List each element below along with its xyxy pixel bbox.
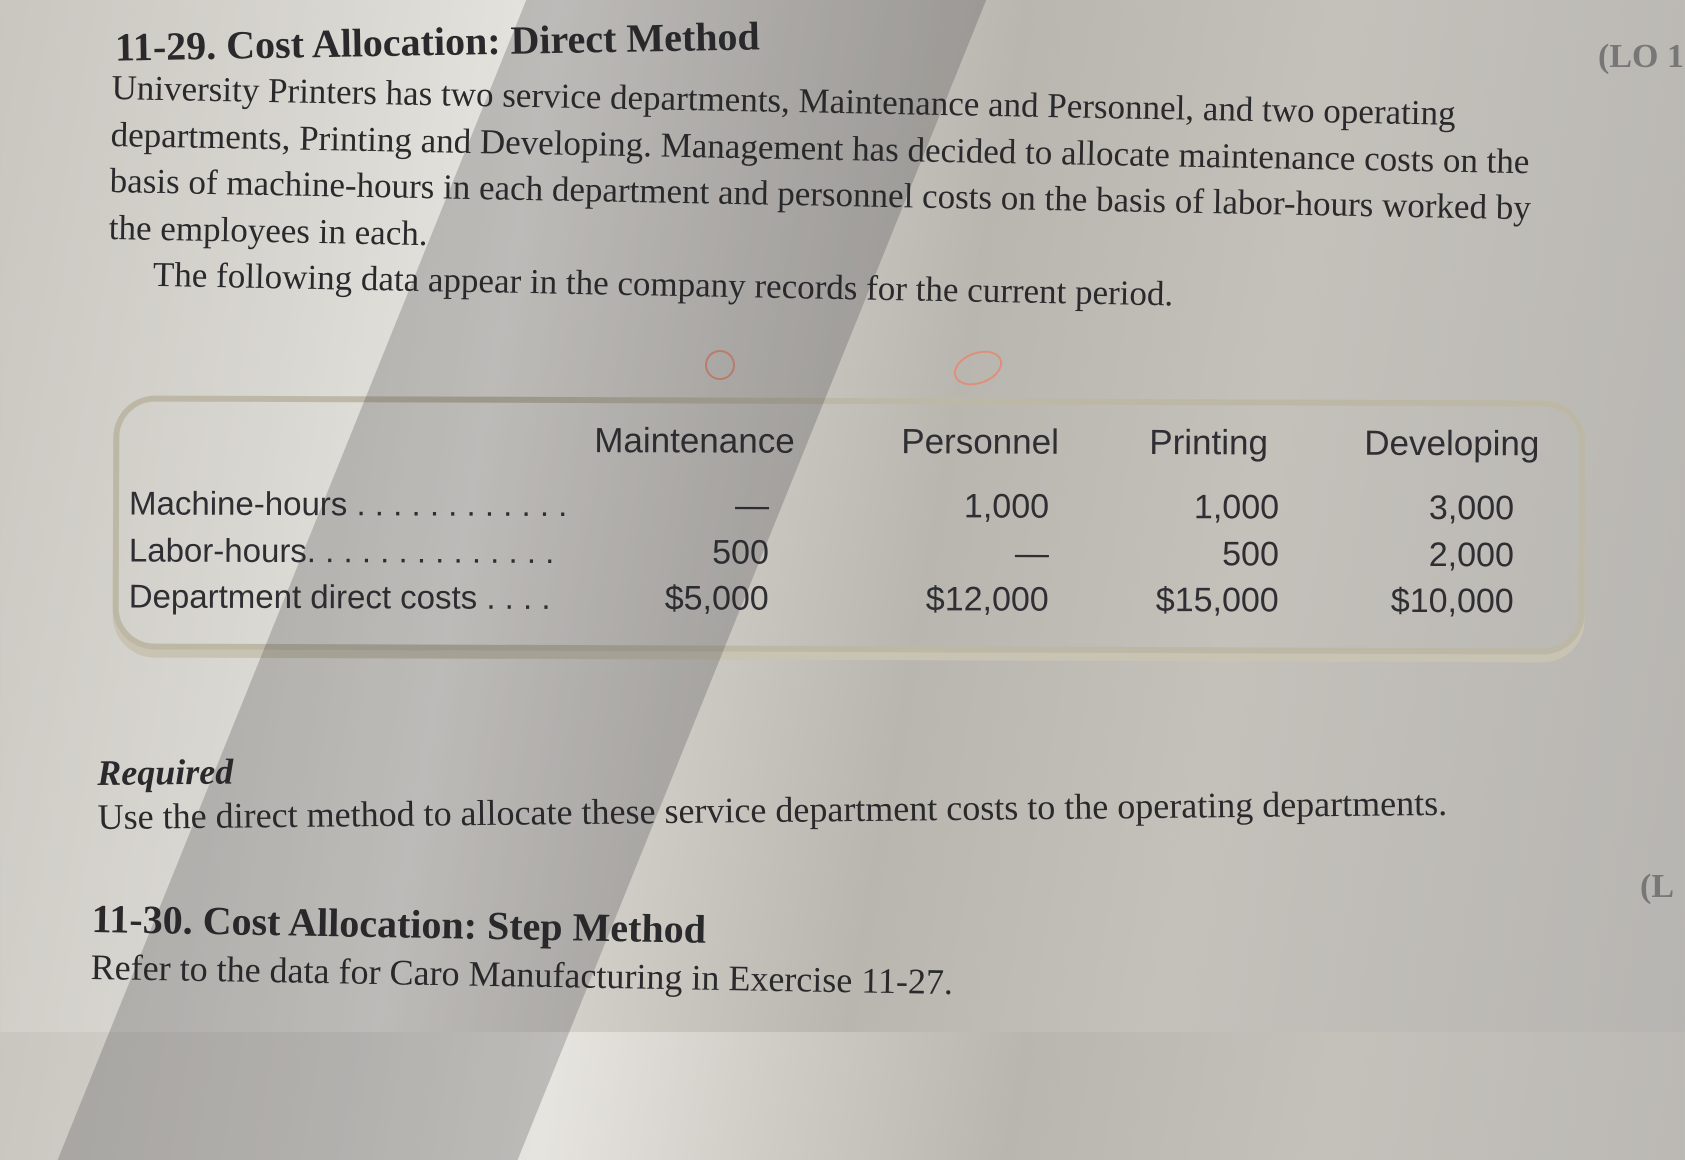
table-row-machine-hours [129, 484, 1569, 531]
column-header-personnel: Personnel [901, 422, 1059, 462]
row-label: Department direct costs . . . . [128, 577, 551, 616]
table-cell: 1,000 [1193, 488, 1280, 527]
exercise-title: Cost Allocation: Step Method [202, 897, 707, 952]
exercise-number: 11-29. [114, 22, 217, 70]
required-text: Use the direct method to allocate these service department costs to the operating departments. [97, 782, 1448, 837]
table-cell: 500 [712, 533, 769, 572]
table-cell: 2,000 [1428, 536, 1514, 575]
table-cell: $15,000 [1155, 581, 1279, 620]
table-cell: $12,000 [925, 580, 1049, 619]
exercise-title: Cost Allocation: Direct Method [225, 13, 761, 68]
required-section [97, 736, 1598, 838]
column-header-maintenance: Maintenance [594, 421, 795, 461]
pencil-circle-mark [949, 344, 1007, 391]
table-cell: 500 [1222, 535, 1279, 574]
required-label: Required [97, 751, 234, 793]
learning-objective-tag: (L [1640, 868, 1674, 905]
learning-objective-tag: (LO 1 [1598, 38, 1684, 75]
problem-heading [115, 12, 760, 70]
table-cell: $10,000 [1390, 581, 1514, 621]
table-cell: — [735, 486, 770, 525]
intro-paragraph: University Printers has two service departments, Maintenance and Personnel, and two operating departments, Printing and Developing. Management has decided to allocate maintenance costs on the basis of machine-hours in each department and personnel costs on the basis of labor-hours worked by the employees in each. [108, 67, 1532, 253]
table-row-labor-hours [129, 531, 1569, 578]
table-row-department-direct-costs [129, 577, 1569, 624]
data-intro-paragraph: The following data appear in the company records for the current period. [152, 254, 1174, 314]
table-cell: 3,000 [1428, 489, 1515, 528]
table-cell: 1,000 [963, 487, 1050, 526]
row-label: Machine-hours . . . . . . . . . . . . [129, 484, 568, 524]
exercise-number: 11-30. [91, 895, 194, 943]
pencil-circle-mark [705, 350, 735, 380]
data-table [113, 395, 1586, 654]
table-cell: — [1014, 534, 1049, 573]
next-problem [90, 895, 1291, 1009]
next-problem-text: Refer to the data for Caro Manufacturing in Exercise 11-27. [90, 946, 954, 1003]
row-label: Labor-hours. . . . . . . . . . . . . . [128, 531, 555, 570]
problem-description [108, 65, 1562, 325]
column-header-printing: Printing [1149, 423, 1269, 463]
column-header-developing: Developing [1364, 423, 1540, 464]
table-cell: $5,000 [664, 579, 769, 618]
